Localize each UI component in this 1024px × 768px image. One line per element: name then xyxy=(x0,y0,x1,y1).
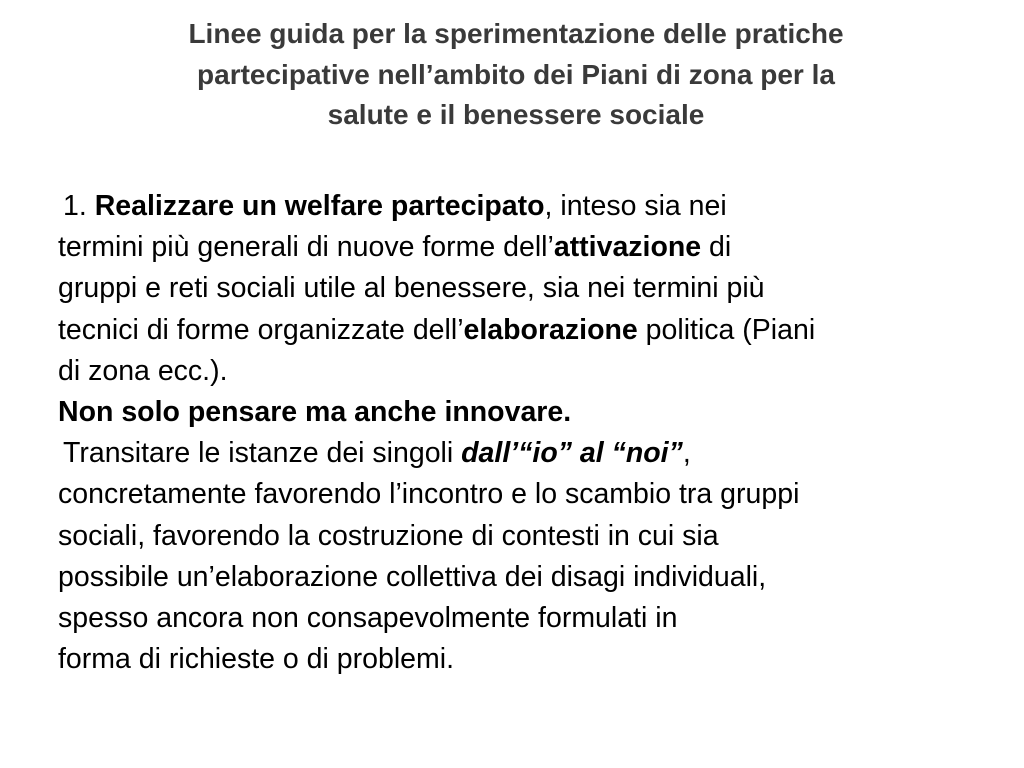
bold-word-elaborazione: elaborazione xyxy=(463,313,638,346)
body-text: termini più generali di nuove forme dell’ xyxy=(58,231,554,264)
body-text: politica (Piani xyxy=(637,313,816,346)
bold-italic-phrase-io-noi: dall’“io” al “noi” xyxy=(461,437,683,470)
title-line-2: partecipative nell’ambito dei Piani di zona per la xyxy=(197,58,835,90)
body-text: , xyxy=(682,437,691,470)
body-line-7 xyxy=(58,433,988,474)
body-line-10: possibile un’elaborazione collettiva dei disagi individuali, xyxy=(58,560,767,593)
slide-title xyxy=(90,14,942,136)
body-line-11: spesso ancora non consapevolmente formulati in xyxy=(58,602,678,635)
body-line-12: forma di richieste o di problemi. xyxy=(58,643,454,676)
body-line-2 xyxy=(58,227,988,268)
body-line-8: concretamente favorendo l’incontro e lo scambio tra gruppi xyxy=(58,478,800,511)
body-line-4 xyxy=(58,310,988,351)
list-number: 1. xyxy=(63,190,87,222)
bold-word-attivazione: attivazione xyxy=(553,231,702,264)
body-text: Transitare le istanze dei singoli xyxy=(63,437,462,470)
body-line-9: sociali, favorendo la costruzione di contesti in cui sia xyxy=(58,519,719,552)
title-line-3: salute e il benessere sociale xyxy=(327,99,705,130)
title-line-1: Linee guida per la sperimentazione delle pratiche xyxy=(188,18,844,49)
body-line-5: di zona ecc.). xyxy=(58,354,228,387)
bold-heading-innovare: Non solo pensare ma anche innovare. xyxy=(58,396,572,429)
body-text: , inteso sia nei xyxy=(544,190,727,222)
bold-phrase-welfare: Realizzare un welfare partecipato xyxy=(94,190,545,222)
body-text: di xyxy=(701,231,732,264)
body-line-3: gruppi e reti sociali utile al benessere, sia nei termini più xyxy=(58,272,765,305)
body-line-1 xyxy=(58,186,988,227)
slide-body xyxy=(58,186,988,680)
body-text: tecnici di forme organizzate dell’ xyxy=(58,313,464,346)
